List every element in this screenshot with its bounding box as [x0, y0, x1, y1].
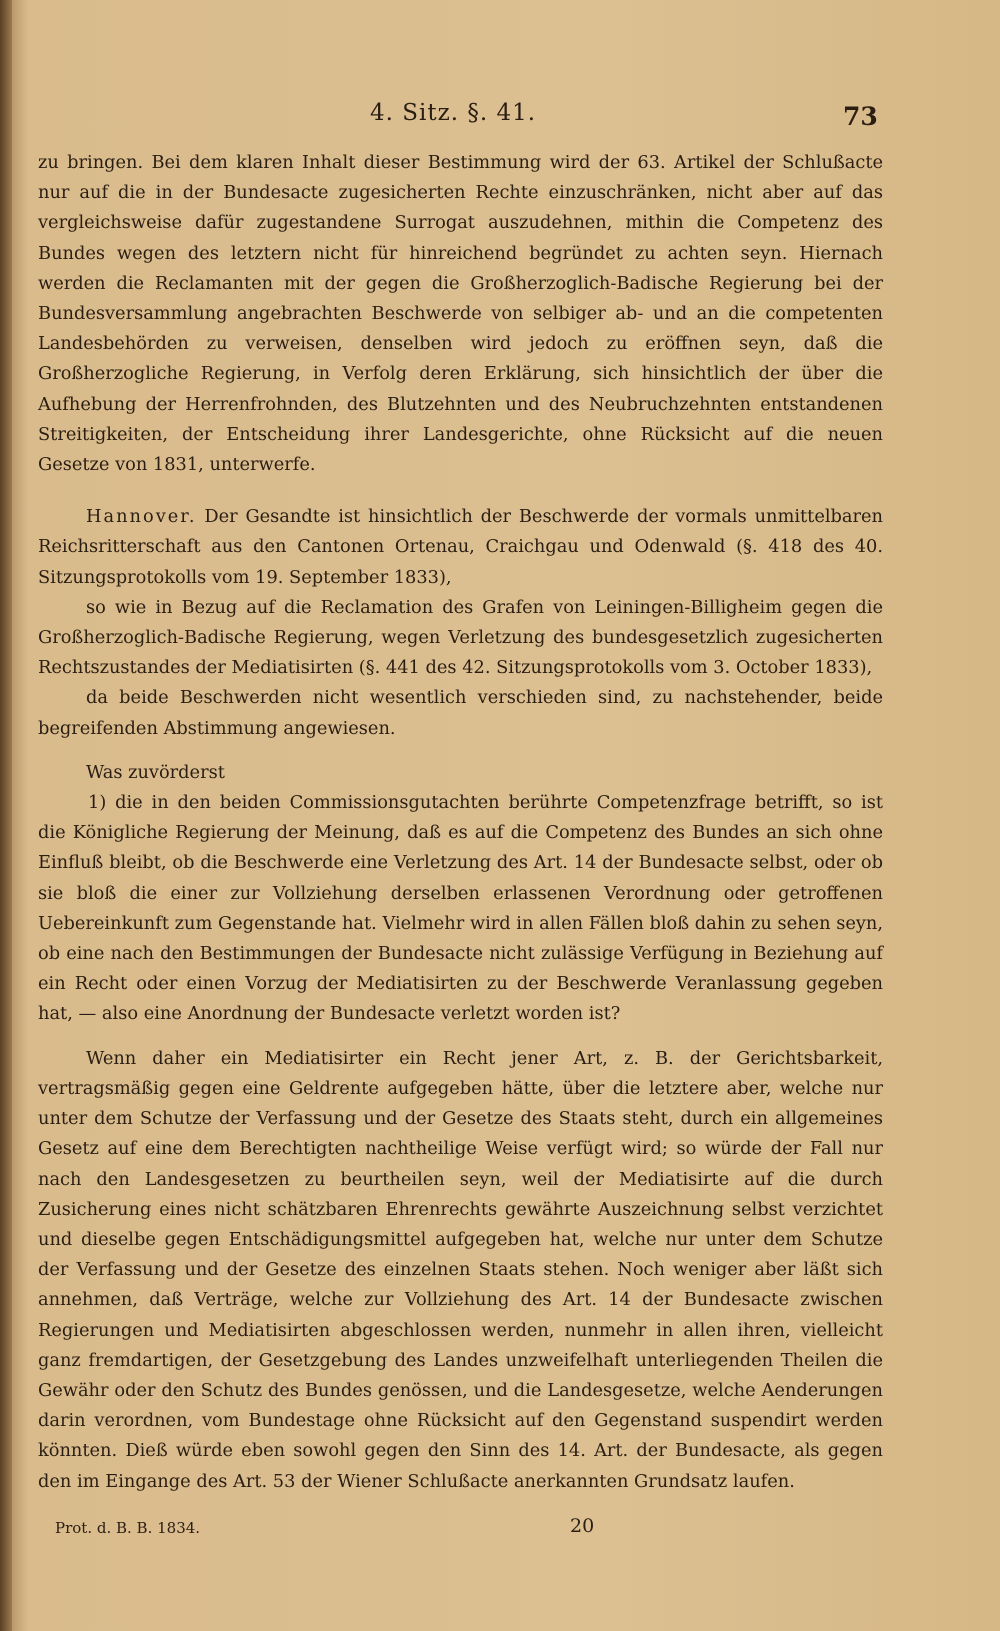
paragraph-hannover — [38, 502, 883, 593]
page-header — [0, 100, 1000, 140]
paragraph-item-1: 1) die in den beiden Commissionsgutachten berührte Competenzfrage betrifft, so ist die Königliche Regierung der Meinung, daß es auf die Competenz des Bundes an sich ohne Einfluß bleibt, ob die Beschwerde eine Verletzung des Art. 14 der Bundesacte selbst, oder ob sie bloß die einer zur Vollziehung derselben erlassenen Verordnung oder getroffenen Uebereinkunft zum Gegenstande hat. Vielmehr wird in allen Fällen bloß dahin zu sehen seyn, ob eine nach den Bestimmungen der Bundesacte nicht zulässige Verfügung in Beziehung auf ein Recht oder einen Vorzug der Mediatisirten zu der Beschwerde Veranlassung gegeben hat, — also eine Anordnung der Bundesacte verletzt worden ist? — [38, 792, 883, 1025]
footer-source: Prot. d. B. B. 1834. — [55, 1519, 201, 1537]
page-number: 73 — [843, 102, 878, 131]
page-footer — [0, 1515, 1000, 1545]
paragraph-argument: Wenn daher ein Mediatisirter ein Recht jener Art, z. B. der Gerichtsbarkeit, vertragsmäßig gegen eine Geldrente aufgegeben hätte, über die letztere aber, welche nur unter dem Schutze der Verfassung und der Gesetze des Staats steht, durch ein allgemeines Gesetz auf eine dem Berechtigten nachtheilige Weise verfügt wird; so würde der Fall nur nach den Landesgesetzen zu beurtheilen seyn, weil der Mediatisirte auf die durch Zusicherung eines nicht schätzbaren Ehrenrechts gewährte Auszeichnung selbst verzichtet und dieselbe gegen Entschädigungsmittel aufgegeben hat, welche nur unter dem Schutze der Verfassung und der Gesetze des einzelnen Staats stehen. Noch weniger aber läßt sich annehmen, daß Verträge, welche zur Vollziehung des Art. 14 der Bundesacte zwischen Regierungen und Mediatisirten abgeschlossen werden, nunmehr in allen ihren, vielleicht ganz fremdartigen, der Gesetzgebung des Landes unzweifelhaft unterliegenden Theilen die Gewähr oder den Schutz des Bundes genössen, und die Landesgesetze, welche Aenderungen darin verordnen, vom Bundestage ohne Rücksicht auf den Gegenstand suspendirt werden könnten. Dieß würde eben sowohl gegen den Sinn des 14. Art. der Bundesacte, als gegen den im Eingange des Art. 53 der Wiener Schlußacte anerkannten Grundsatz laufen. — [38, 1047, 883, 1492]
paragraph-hannover-text: Der Gesandte ist hinsichtlich der Beschwerde der vormals unmittelbaren Reichsritterschaft aus den Cantonen Ortenau, Craichgau und Odenwald (§. 418 des 40. Sitzungsprotokolls vom 19. September 1833), — [38, 506, 883, 588]
body-text — [38, 148, 883, 1497]
signature-mark: 20 — [570, 1515, 595, 1537]
book-spine — [0, 0, 12, 1631]
paragraph-conclusion: da beide Beschwerden nicht wesentlich verschieden sind, zu nachstehender, beide begreifenden Abstimmung angewiesen. — [38, 687, 883, 739]
state-heading: Hannover. — [86, 506, 197, 528]
running-head: 4. Sitz. §. 41. — [370, 100, 537, 126]
paragraph-lead: Was zuvörderst — [86, 761, 225, 783]
paragraph-continuation: zu bringen. Bei dem klaren Inhalt dieser Bestimmung wird der 63. Artikel der Schlußacte nur auf die in der Bundesacte zugesicherten Rechte einzuschränken, nicht aber auf das vergleichsweise dafür zugestandene Surrogat auszudehnen, mithin die Competenz des Bundes wegen des letztern nicht für hinreichend begründet zu achten seyn. Hiernach werden die Reclamanten mit der gegen die Großherzoglich-Badische Regierung bei der Bundesversammlung angebrachten Beschwerde von selbiger ab- und an die competenten Landesbehörden zu verweisen, denselben wird jedoch zu eröffnen seyn, daß die Großherzogliche Regierung, in Verfolg deren Erklärung, sich hinsichtlich der über die Aufhebung der Herrenfrohnden, des Blutzehnten und des Neubruchzehnten entstandenen Streitigkeiten, der Entscheidung ihrer Landesgerichte, ohne Rücksicht auf die neuen Gesetze von 1831, unterwerfe. — [38, 152, 883, 476]
paragraph-reclamation: so wie in Bezug auf die Reclamation des Grafen von Leiningen-Billigheim gegen die Großherzoglich-Badische Regierung, wegen Verletzung des bundesgesetzlich zugesicherten Rechtszustandes der Mediatisirten (§. 441 des 42. Sitzungsprotokolls vom 3. October 1833), — [38, 596, 883, 679]
